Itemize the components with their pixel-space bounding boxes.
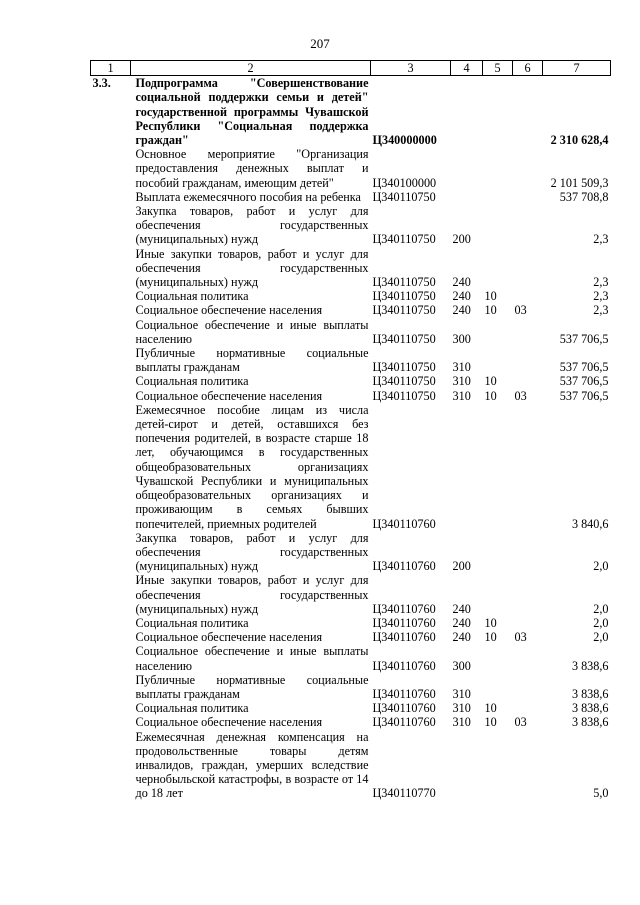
row-number: [91, 190, 131, 204]
row-amount: 2,3: [593, 303, 609, 318]
row-amount: 3 838,6: [571, 715, 609, 730]
target-code: Ц340110750: [372, 331, 436, 346]
target-code: Ц340110750: [372, 289, 436, 304]
row-amount: 2,0: [593, 630, 609, 645]
column-header: 7: [543, 61, 611, 76]
expense-type: 240: [452, 303, 471, 318]
target-code: Ц340110760: [372, 516, 436, 531]
table-row: [91, 644, 611, 672]
expense-type: [451, 190, 483, 204]
target-code: Ц340000000: [372, 133, 437, 148]
table-row: [91, 346, 611, 374]
subsection-code: [513, 616, 543, 630]
subsection-code: [513, 673, 543, 701]
target-code: Ц340110760: [372, 701, 436, 716]
table-row: [91, 318, 611, 346]
subsection-code: 03: [514, 303, 527, 318]
target-code: Ц340110760: [372, 658, 436, 673]
subsection-code: [513, 147, 543, 190]
row-amount: 3 838,6: [571, 658, 609, 673]
row-amount: 2,0: [593, 601, 609, 616]
subsection-code: [513, 190, 543, 204]
subsection-code: [513, 701, 543, 715]
subsection-code: [513, 247, 543, 290]
row-amount: 2,3: [593, 275, 609, 290]
table-row: [91, 303, 611, 317]
row-name: Ежемесячная денежная компенсация на продовольственные товары детям инвалидов, граждан, умерших вследствие чернобыльской катастрофы, в возрасте от 14 до 18 лет: [135, 729, 369, 801]
column-number-header: [91, 61, 611, 76]
section-code: 10: [484, 615, 497, 630]
section-code: [483, 204, 513, 247]
row-number: [91, 730, 131, 801]
row-amount: 3 840,6: [571, 516, 609, 531]
expense-type: [451, 403, 483, 531]
row-number: [91, 147, 131, 190]
row-number: [91, 644, 131, 672]
section-code: 10: [484, 374, 497, 389]
target-code: Ц340100000: [372, 175, 437, 190]
row-name: Социальная политика: [135, 701, 249, 716]
row-amount: 3 838,6: [571, 686, 609, 701]
target-code: Ц340110750: [372, 303, 436, 318]
expense-type: 310: [452, 388, 471, 403]
column-header: 5: [483, 61, 513, 76]
subsection-code: [513, 403, 543, 531]
table-row: [91, 76, 611, 148]
column-header: 1: [91, 61, 131, 76]
row-name: Социальное обеспечение населения: [135, 388, 323, 403]
target-code: Ц340110750: [372, 275, 436, 290]
row-name: Ежемесячное пособие лицам из числа детей-сирот и детей, оставшихся без попечения родителей, в возрасте старше 18 лет, обучающимся в государственных общеобразовательных организациях Чувашской Республики и муниципальных общеобразовательных организациях и проживающим в семьях бывших попечителей, приемных родителей: [135, 402, 369, 531]
expense-type: 310: [452, 374, 471, 389]
row-amount: 3 838,6: [571, 701, 609, 716]
row-number: [91, 616, 131, 630]
table-row: [91, 389, 611, 403]
row-amount: 2,0: [593, 559, 609, 574]
row-number: [91, 673, 131, 701]
section-code: 10: [484, 303, 497, 318]
subsection-code: 03: [514, 388, 527, 403]
section-code: [483, 573, 513, 616]
table-row: [91, 204, 611, 247]
column-header: 3: [371, 61, 451, 76]
section-code: [483, 531, 513, 574]
table-row: [91, 715, 611, 729]
row-amount: 2 310 628,4: [550, 133, 609, 148]
target-code: Ц340110760: [372, 715, 436, 730]
subsection-code: [513, 730, 543, 801]
row-name: Выплата ежемесячного пособия на ребенка: [135, 189, 361, 204]
subsection-code: [513, 204, 543, 247]
subsection-code: [513, 346, 543, 374]
target-code: Ц340110750: [372, 232, 436, 247]
section-code: [483, 730, 513, 801]
target-code: Ц340110760: [372, 686, 436, 701]
row-amount: 537 706,5: [559, 388, 609, 403]
row-name: Социальная политика: [135, 615, 249, 630]
row-amount: 2,0: [593, 615, 609, 630]
budget-table: [90, 60, 611, 801]
section-code: [483, 673, 513, 701]
row-number: [91, 247, 131, 290]
expense-type: 300: [452, 658, 471, 673]
row-amount: 2 101 509,3: [550, 175, 609, 190]
row-number: [91, 389, 131, 403]
row-name: Социальное обеспечение населения: [135, 630, 323, 645]
row-name: Закупка товаров, работ и услуг для обеспечения государственных (муниципальных) нужд: [135, 204, 369, 247]
row-amount: 537 708,8: [559, 189, 609, 204]
row-amount: 537 706,5: [559, 374, 609, 389]
subsection-code: [513, 318, 543, 346]
row-number: 3.3.: [92, 76, 111, 91]
column-header: 6: [513, 61, 543, 76]
expense-type: [451, 730, 483, 801]
expense-type: 310: [452, 360, 471, 375]
row-number: [91, 303, 131, 317]
table-row: [91, 147, 611, 190]
row-name: Иные закупки товаров, работ и услуг для обеспечения государственных (муниципальных) нужд: [135, 573, 369, 616]
subsection-code: [513, 644, 543, 672]
expense-type: 200: [452, 232, 471, 247]
expense-type: 240: [452, 601, 471, 616]
table-row: [91, 730, 611, 801]
table-row: [91, 403, 611, 531]
row-number: [91, 204, 131, 247]
expense-type: 300: [452, 331, 471, 346]
section-code: [483, 318, 513, 346]
page-number: 207: [310, 36, 330, 51]
table-row: [91, 247, 611, 290]
row-name: Закупка товаров, работ и услуг для обеспечения государственных (муниципальных) нужд: [135, 530, 369, 574]
row-name: Социальное обеспечение населения: [135, 715, 323, 730]
table-row: [91, 190, 611, 204]
row-number: [91, 715, 131, 729]
section-code: [483, 76, 513, 148]
row-name: Основное мероприятие "Организация предоставления денежных выплат и пособий гражданам, имеющим детей": [135, 147, 369, 190]
row-amount: 537 706,5: [559, 331, 609, 346]
subsection-code: [513, 573, 543, 616]
table-row: [91, 673, 611, 701]
row-number: [91, 346, 131, 374]
subsection-code: [513, 374, 543, 388]
subsection-code: 03: [514, 630, 527, 645]
expense-type: [451, 147, 483, 190]
table-row: [91, 630, 611, 644]
column-header: 4: [451, 61, 483, 76]
expense-type: [451, 76, 483, 148]
subsection-code: [513, 76, 543, 148]
section-code: 10: [484, 701, 497, 716]
target-code: Ц340110760: [372, 630, 436, 645]
section-code: 10: [484, 289, 497, 304]
section-code: 10: [484, 388, 497, 403]
table-row: [91, 374, 611, 388]
expense-type: 240: [452, 615, 471, 630]
table-body: [91, 76, 611, 801]
target-code: Ц340110760: [372, 615, 436, 630]
row-number: [91, 374, 131, 388]
subsection-code: [513, 289, 543, 303]
target-code: Ц340110770: [372, 786, 436, 801]
row-name: Социальное обеспечение и иные выплаты населению: [135, 317, 369, 346]
row-number: [91, 531, 131, 574]
row-amount: 2,3: [593, 232, 609, 247]
row-name: Социальная политика: [135, 289, 249, 304]
row-number: [91, 318, 131, 346]
column-header: 2: [131, 61, 371, 76]
target-code: Ц340110760: [372, 559, 436, 574]
row-name: Социальная политика: [135, 374, 249, 389]
section-code: [483, 147, 513, 190]
row-number: [91, 289, 131, 303]
table-row: [91, 573, 611, 616]
target-code: Ц340110750: [372, 374, 436, 389]
expense-type: 310: [452, 715, 471, 730]
table-row: [91, 289, 611, 303]
row-name: Публичные нормативные социальные выплаты гражданам: [135, 672, 369, 701]
row-name: Социальное обеспечение населения: [135, 303, 323, 318]
section-code: [483, 190, 513, 204]
row-number: [91, 403, 131, 531]
expense-type: 310: [452, 686, 471, 701]
target-code: Ц340110750: [372, 388, 436, 403]
row-amount: 2,3: [593, 289, 609, 304]
target-code: Ц340110750: [372, 189, 436, 204]
table-row: [91, 531, 611, 574]
row-name: Социальное обеспечение и иные выплаты населению: [135, 644, 369, 673]
section-code: [483, 346, 513, 374]
expense-type: 240: [452, 630, 471, 645]
section-code: [483, 403, 513, 531]
row-number: [91, 573, 131, 616]
expense-type: 240: [452, 275, 471, 290]
section-code: [483, 644, 513, 672]
row-name: Подпрограмма "Совершенствование социальной поддержки семьи и детей" государственной программы Чувашской Республики "Социальная поддержка граждан": [135, 76, 369, 148]
expense-type: 240: [452, 289, 471, 304]
row-name: Публичные нормативные социальные выплаты гражданам: [135, 346, 369, 375]
row-amount: 5,0: [593, 786, 609, 801]
subsection-code: 03: [514, 715, 527, 730]
row-amount: 537 706,5: [559, 360, 609, 375]
section-code: [483, 247, 513, 290]
target-code: Ц340110760: [372, 601, 436, 616]
table-row: [91, 616, 611, 630]
row-name: Иные закупки товаров, работ и услуг для обеспечения государственных (муниципальных) нужд: [135, 246, 369, 290]
row-number: [91, 630, 131, 644]
section-code: 10: [484, 715, 497, 730]
header-row: [91, 61, 611, 76]
row-number: [91, 701, 131, 715]
table-row: [91, 701, 611, 715]
expense-type: 310: [452, 701, 471, 716]
section-code: 10: [484, 630, 497, 645]
target-code: Ц340110750: [372, 360, 436, 375]
expense-type: 200: [452, 559, 471, 574]
subsection-code: [513, 531, 543, 574]
